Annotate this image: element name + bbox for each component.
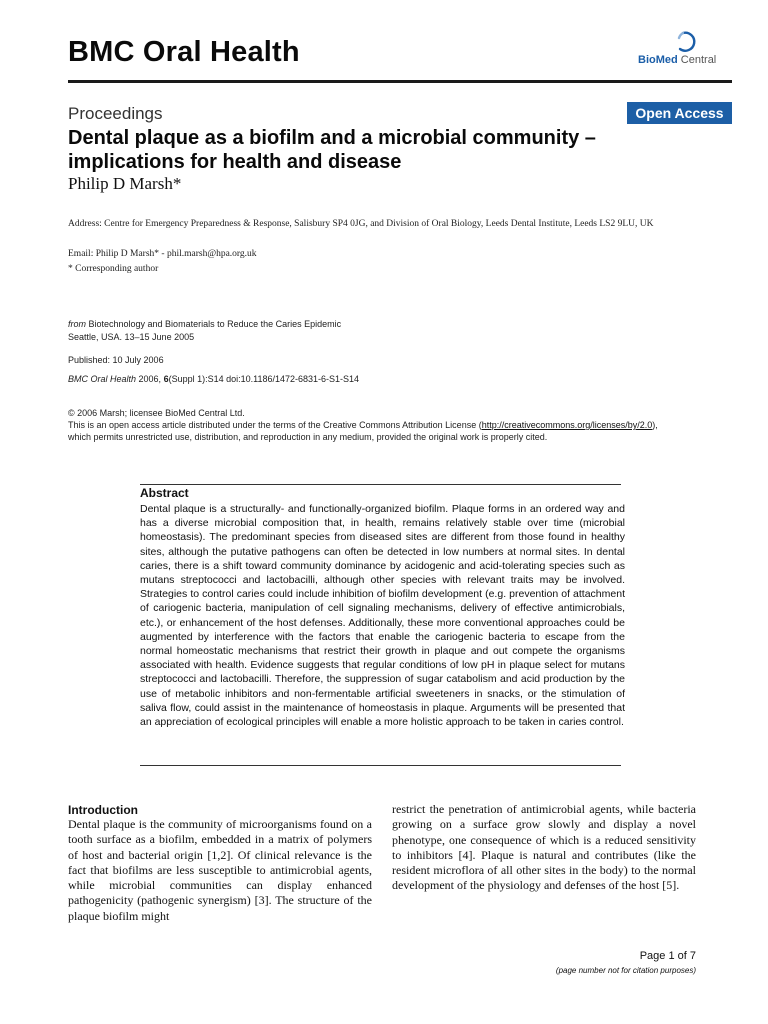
abstract-body: Dental plaque is a structurally- and functionally-organized biofilm. Plaque forms in an ordered way and has a diverse microbial composition that, in health, remains relatively stable over time (microbial homeostasis). The predominant species from diseased sites are different from those found in healthy sites, although the putative pathogens can often be detected in low numbers at normal sites. In dental caries, there is a shift toward community dominance by acidogenic and acid-tolerating species such as mutans streptococci and lactobacilli, although other species with relevant traits may be involved. Strategies to control caries could include inhibition of biofilm development (e.g. prevention of attachment of cariogenic bacteria, manipulation of cell signaling mechanisms, delivery of effective antimicrobials, etc.), or enhancement of the host defenses. Additionally, these more conventional approaches could be augmented by interference with the factors that enable the cariogenic bacteria to escape from the normal homeostatic mechanisms that restrict their growth in plaque and out compete the organisms associated with health. Evidence suggests that regular conditions of low pH in plaque select for mutans streptococci and lactobacilli. Therefore, the suppression of sugar catabolism and acid production by the use of metabolic inhibitors and non-fermentable artificial sweeteners in snacks, or the stimulation of saliva flow, could assist in the maintenance of homeostasis in plaque. Arguments will be presented that an appreciation of ecological principles will enable a more holistic approach to be taken in caries control. — [140, 503, 625, 729]
author-name[interactable]: Philip D Marsh* — [68, 174, 182, 193]
open-access-badge: Open Access — [627, 102, 732, 124]
introduction-right-column: restrict the penetration of antimicrobial agents, while bacteria growing on a surface grow slowly and display a novel phenotype, one consequence of which is a reduced sensitivity to inhibitors [4]. Plaque is natural and contributes (like the resident microflora of all other sites in the body) to the normal development of the physiology and defenses of the host [5]. — [392, 802, 696, 893]
page-number: Page 1 of 7 — [639, 950, 696, 962]
article-title: Dental plaque as a biofilm and a microbial community – implications for health and disease — [68, 127, 596, 173]
license-statement: © 2006 Marsh; licensee BioMed Central Ltd. This is an open access article distributed under the terms of the Creative Commons Attribution License (http://creativecommons.org/licenses/by/2.0), which permits unrestricted use, distribution, and reproduction in any medium, provided the original work is properly cited. — [68, 408, 658, 442]
header-divider — [68, 80, 732, 83]
published-date: Published: 10 July 2006 — [68, 355, 164, 365]
page-number-note: (page number not for citation purposes) — [555, 966, 696, 975]
introduction-left-column: Dental plaque is the community of microorganisms found on a tooth surface as a biofilm, embedded in a matrix of polymers of host and bacterial origin [1,2]. Of clinical relevance is the fact that biofilms are less susceptible to antimicrobial agents, while microbial communities can display enhanced pathogenicity (pathogenic synergism) [3]. The structure of the plaque biofilm might — [68, 817, 372, 923]
introduction-heading: Introduction — [68, 803, 138, 817]
proceedings-source: from Biotechnology and Biomaterials to Reduce the Caries Epidemic Seattle, USA. 13–15 June 2005 — [68, 319, 342, 342]
corresponding-author-note: * Corresponding author — [68, 264, 159, 274]
author-address: Address: Centre for Emergency Preparedness & Response, Salisbury SP4 0JG, and Division of Oral Biology, Leeds Dental Institute, Leeds LS2 9LU, UK — [68, 219, 654, 229]
author-email[interactable]: Email: Philip D Marsh* - phil.marsh@hpa.org.uk — [68, 249, 257, 259]
abstract-heading: Abstract — [140, 486, 189, 500]
license-link[interactable]: http://creativecommons.org/licenses/by/2.0 — [481, 420, 653, 430]
citation-line: BMC Oral Health 2006, 6(Suppl 1):S14 doi:10.1186/1472-6831-6-S1-S14 — [68, 374, 360, 384]
abstract-bottom-rule — [140, 765, 621, 766]
abstract-top-rule — [140, 484, 621, 485]
biomed-central-logo — [636, 30, 736, 70]
logo-wordmark: BioMed Central — [638, 54, 717, 66]
section-type: Proceedings — [68, 104, 163, 123]
journal-title: BMC Oral Health — [68, 36, 300, 68]
biomed-arc-logo-icon — [674, 30, 698, 54]
